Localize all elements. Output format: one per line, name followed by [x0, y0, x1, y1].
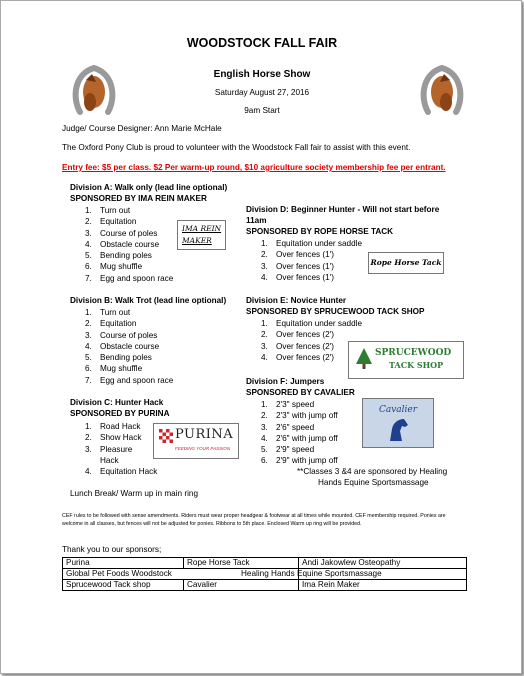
list-item: 4. Obstacle course: [85, 341, 160, 351]
division-f-list: [246, 399, 338, 467]
list-item: 7. Egg and spoon race: [85, 273, 174, 283]
list-item: Hack: [100, 455, 119, 465]
division-c-title: Division C: Hunter Hack: [70, 398, 164, 407]
judge-line: Judge/ Course Designer: Ann Marie McHale: [62, 124, 222, 133]
tree-icon: [355, 348, 373, 370]
division-f-sponsor: SPONSORED BY CAVALIER: [246, 388, 355, 397]
table-cell: Global Pet Foods Woodstock: [63, 569, 299, 580]
list-item: 3. Over fences (2'): [261, 341, 334, 351]
entry-fee: Entry fee: $5 per class. $2 Per warm-up round, $10 agriculture society membership fee per entrant.: [62, 163, 446, 172]
list-item: 1. Equitation under saddle: [261, 319, 363, 328]
division-d-sponsor: SPONSORED BY ROPE HORSE TACK: [246, 227, 394, 236]
division-e-list: [246, 318, 362, 363]
division-e-title: Division E: Novice Hunter: [246, 296, 347, 305]
division-e-sponsor: SPONSORED BY SPRUCEWOOD TACK SHOP: [246, 307, 425, 316]
rules-text: CEF rules to be followed with sense amendments. Riders must wear proper headgear & footwear at all times while mounted. CEF membership required. Ponies are welcome in all classes, but fences will not be adjusted for ponies. Ribbons to 5th place. Enclosed Warm up ring will be provided.: [62, 513, 446, 527]
list-item: 2. Over fences (2'): [261, 330, 334, 340]
division-d-list: [246, 238, 362, 283]
division-d-title: Division D: Beginner Hunter - Will not start before: [246, 205, 440, 214]
list-item: 5. Bending poles: [85, 353, 152, 363]
horse-head-icon: [384, 417, 412, 443]
division-b-list: [70, 307, 173, 386]
division-c-list: [70, 421, 157, 477]
list-item: 2. 2'3" with jump off: [261, 411, 338, 421]
page-title: WOODSTOCK FALL FAIR: [186, 36, 338, 50]
purina-checkerboard-icon: [159, 429, 173, 443]
intro-text: The Oxford Pony Club is proud to volunteer with the Woodstock Fall fair to assist with this event.: [62, 143, 411, 152]
table-cell: Purina: [63, 558, 184, 569]
list-item: 2. Equitation: [85, 319, 137, 329]
division-d-title-cont: 11am: [246, 216, 267, 225]
cavalier-logo: Cavalier: [362, 398, 434, 448]
division-a-sponsor: SPONSORED BY IMA REIN MAKER: [70, 194, 207, 203]
list-item: 3. Over fences (1'): [261, 261, 334, 271]
list-item: 7. Egg and spoon race: [85, 375, 174, 385]
list-item: 4. Over fences (2'): [261, 352, 334, 362]
list-item: 6. Mug shuffle: [85, 364, 143, 374]
table-row: [63, 580, 467, 591]
list-item: 1. Road Hack: [85, 422, 141, 431]
division-a-list: [70, 205, 173, 284]
list-item: 3. Course of poles: [85, 330, 158, 340]
purina-logo: PURINA FEEDING YOUR PASSION: [153, 423, 239, 459]
sprucewood-tack-shop-logo: SPRUCEWOOD TACK SHOP: [348, 341, 464, 379]
list-item: 4. 2'6" with jump off: [261, 433, 338, 443]
table-cell: Ima Rein Maker: [299, 580, 467, 591]
list-item: 2. Show Hack: [85, 433, 142, 443]
table-cell: Cavalier: [184, 580, 299, 591]
rope-horse-tack-logo: Rope Horse Tack: [368, 252, 444, 274]
classes-sponsor-note-cont: Hands Equine Sportsmassage: [318, 478, 429, 487]
list-item: 4. Equitation Hack: [85, 467, 158, 477]
table-cell: Rope Horse Tack: [184, 558, 299, 569]
list-item: 1. 2'3" speed: [261, 400, 315, 409]
start-time: 9am Start: [244, 106, 280, 115]
list-item: 4. Obstacle course: [85, 239, 160, 249]
list-item: 1. Turn out: [85, 206, 131, 215]
sponsor-table: [62, 557, 467, 591]
lunch-break: Lunch Break/ Warm up in main ring: [70, 489, 199, 498]
list-item: 2. Equitation: [85, 217, 137, 227]
division-c-sponsor: SPONSORED BY PURINA: [70, 409, 170, 418]
division-b-title: Division B: Walk Trot (lead line optional): [70, 296, 227, 305]
event-date: Saturday August 27, 2016: [214, 88, 310, 97]
table-row: [63, 569, 467, 580]
list-item: 2. Over fences (1'): [261, 250, 334, 260]
list-item: 5. Bending poles: [85, 251, 152, 261]
ima-rein-maker-logo: IMA REIN MAKER: [177, 220, 226, 250]
list-item: 1. Equitation under saddle: [261, 239, 363, 248]
list-item: 5. 2'9" speed: [261, 445, 315, 455]
list-item: 4. Over fences (1'): [261, 272, 334, 282]
list-item: 3. Pleasure: [85, 444, 133, 454]
list-item: 6. Mug shuffle: [85, 262, 143, 272]
list-item: 1. Turn out: [85, 308, 131, 317]
table-row: [63, 558, 467, 569]
list-item: 6. 2'9" with jump off: [261, 456, 338, 466]
event-subtitle: English Horse Show: [213, 69, 311, 80]
list-item: 3. 2'6" speed: [261, 422, 315, 432]
division-a-title: Division A: Walk only (lead line optional): [70, 183, 228, 192]
division-f-title: Division F: Jumpers: [246, 377, 325, 386]
table-cell: Sprucewood Tack shop: [63, 580, 184, 591]
classes-sponsor-note: **Classes 3 &4 are sponsored by Healing: [297, 467, 448, 476]
table-cell: Healing Hands Equine Sportsmassage: [299, 569, 467, 580]
table-cell: Andi Jakowlew Osteopathy: [299, 558, 467, 569]
list-item: 3. Course of poles: [85, 228, 158, 238]
thanks-heading: Thank you to our sponsors;: [62, 545, 162, 554]
